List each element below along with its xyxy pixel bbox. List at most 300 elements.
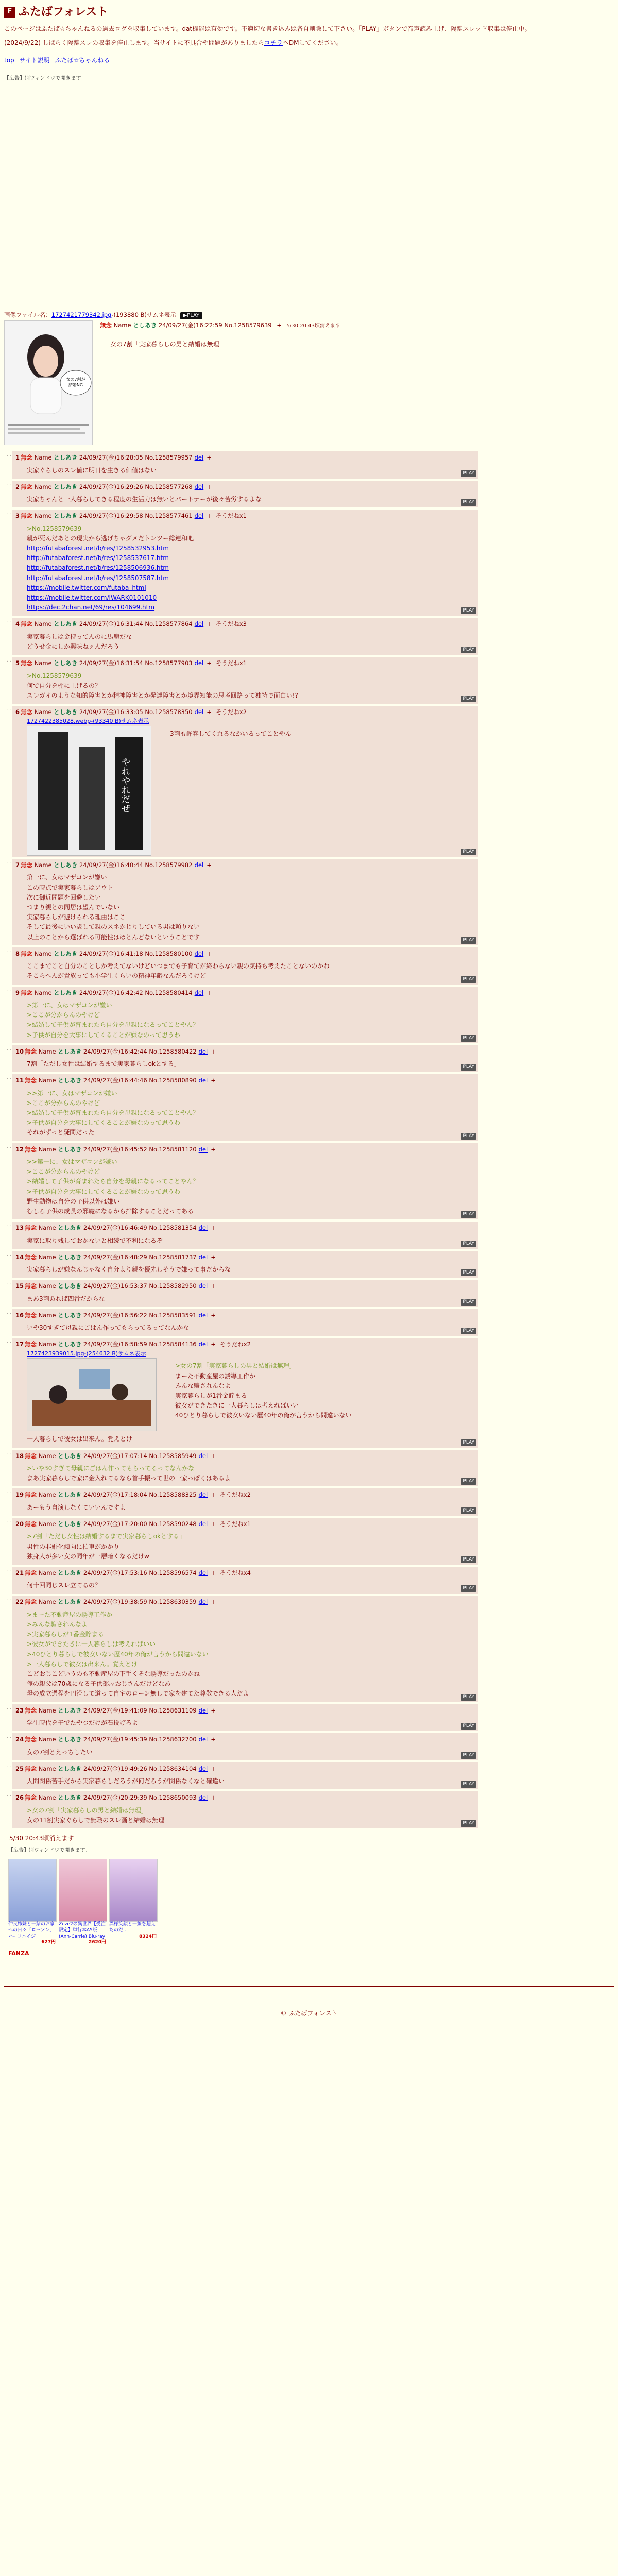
bottom-ad-label: 【広告】別ウィンドウで開きます。 xyxy=(8,1848,90,1854)
reply-name: としあき xyxy=(58,1145,82,1153)
site-title[interactable]: ふたばフォレスト xyxy=(19,6,109,19)
reply-plus-button[interactable]: + xyxy=(211,1311,216,1319)
reply-del-link[interactable]: del xyxy=(198,1569,208,1577)
op-thumbnail-image xyxy=(5,321,92,445)
op-body xyxy=(100,320,614,445)
reply-del-link[interactable]: del xyxy=(198,1520,208,1528)
reply-post xyxy=(12,481,478,508)
reply-row xyxy=(4,657,614,704)
reply-row xyxy=(4,1251,614,1278)
reply-plus-button[interactable]: + xyxy=(211,1765,216,1772)
reply-del-link[interactable]: del xyxy=(194,989,204,996)
reply-number[interactable]: No.1258590248 xyxy=(149,1520,197,1528)
reply-del-link[interactable]: del xyxy=(194,512,204,520)
reply-del-link[interactable]: del xyxy=(198,1736,208,1743)
site-logo-icon[interactable]: F xyxy=(4,7,15,18)
fanza-logo[interactable]: FANZA xyxy=(8,1950,29,1957)
reply-play-button[interactable]: PLAY xyxy=(461,1556,476,1563)
reply-datetime: 24/09/27(金)16:53:37 xyxy=(83,1282,147,1290)
reply-number[interactable]: No.1258577461 xyxy=(145,512,193,520)
reply-number[interactable]: No.1258585949 xyxy=(149,1452,197,1460)
reply-row xyxy=(4,1762,614,1790)
sodane-badge[interactable]: そうだねx3 xyxy=(215,620,247,628)
reply-file-link[interactable]: 1727423939015.jpg-(254632 B)サムネ表示 xyxy=(27,1350,146,1357)
reply-body: 実家暮らしが嫌なんじゃなく自分より親を優先しそうで嫌って事だからな xyxy=(27,1266,231,1274)
reply-text xyxy=(27,873,475,942)
reply-number[interactable]: No.1258630359 xyxy=(149,1598,197,1606)
reply-body: 第一に、女はマザコンが嫌い この時点で実家暮らしはアウト 次に御近問題を回避したい つまり親との同居は望んでいない 実家暮らしが避けられる理由はここ そして最後にいい歳して親のスネかじりしている男は頼りない 以上のことから選ばれる可能性はほとんどないということです xyxy=(27,874,200,941)
reply-plus-button[interactable]: + xyxy=(207,620,212,628)
reply-quote: >いや30すぎて母親にごはん作ってもらってるってなんかな xyxy=(27,1464,195,1472)
reply-text xyxy=(175,1361,475,1420)
reply-play-button[interactable]: PLAY xyxy=(461,1478,476,1485)
reply-plus-button[interactable]: + xyxy=(211,1520,216,1528)
reply-plus-button[interactable]: + xyxy=(211,1047,216,1055)
reply-datetime: 24/09/27(金)17:20:00 xyxy=(83,1520,147,1528)
reply-thumbnail[interactable] xyxy=(27,1358,157,1431)
reply-play-button[interactable]: PLAY xyxy=(461,647,476,653)
reply-play-button[interactable]: PLAY xyxy=(461,1211,476,1218)
reply-quote: >>第一に、女はマザコンが嫌い >ここが分からんのやけど >結婚して子供が育まれたら自分を母親になるってことやん？ >子供が自分を大事にしてくることが嫌なのって思うわ xyxy=(27,1089,199,1127)
reply-row xyxy=(4,1567,614,1594)
reply-plus-button[interactable]: + xyxy=(211,1145,216,1153)
reply-play-button[interactable]: PLAY xyxy=(461,1723,476,1730)
reply-plus-button[interactable]: + xyxy=(207,659,212,667)
reply-play-button[interactable]: PLAY xyxy=(461,499,476,506)
reply-index: 11 xyxy=(15,1077,24,1084)
reply-del-link[interactable]: del xyxy=(198,1311,208,1319)
reply-row xyxy=(4,1143,614,1220)
reply-number[interactable]: No.1258583591 xyxy=(149,1311,197,1319)
reply-subject: 無念 xyxy=(25,1736,37,1743)
sodane-badge[interactable]: そうだねx1 xyxy=(219,1520,251,1528)
ad-title[interactable]: 仲良姉妹と一緒のお家への日々「ローソン」ハーフエイジ xyxy=(8,1922,55,1939)
reply-body: 親が死んだあとの現実から逃げちゃダメだトンツー総連和吧 xyxy=(27,534,194,542)
reply-index: 3 xyxy=(15,512,20,520)
svg-text:結婚NG: 結婚NG xyxy=(68,383,83,388)
reply-header: 19 無念 Name としあき 24/09/27(金)17:18:04 No.1258588325 del + そうだねx2 xyxy=(15,1491,251,1499)
reply-gutter: … xyxy=(7,707,11,713)
reply-del-link[interactable]: del xyxy=(198,1224,208,1232)
reply-name: としあき xyxy=(58,1765,82,1772)
reply-play-button[interactable]: PLAY xyxy=(461,696,476,702)
reply-text xyxy=(27,1059,475,1069)
reply-row xyxy=(4,1280,614,1307)
reply-del-link[interactable]: del xyxy=(198,1145,208,1153)
reply-subject: 無念 xyxy=(25,1794,37,1802)
reply-del-link[interactable]: del xyxy=(198,1794,208,1802)
reply-gutter: … xyxy=(7,1339,11,1345)
reply-del-link[interactable]: del xyxy=(198,1077,208,1084)
reply-play-button[interactable]: PLAY xyxy=(461,976,476,983)
reply-index: 18 xyxy=(15,1452,24,1460)
reply-subject: 無念 xyxy=(25,1145,37,1153)
reply-index: 26 xyxy=(15,1794,24,1802)
reply-play-button[interactable]: PLAY xyxy=(461,1035,476,1042)
reply-row xyxy=(4,1074,614,1141)
reply-header: 5 無念 Name としあき 24/09/27(金)16:31:54 No.1258577903 del + そうだねx1 xyxy=(15,659,247,667)
reply-body: まあ3割あれば四番だからな xyxy=(27,1295,105,1302)
reply-quote: >女の7割「実家暮らしの男と結婚は無理」 xyxy=(27,1806,147,1814)
reply-number[interactable]: No.1258588325 xyxy=(149,1491,197,1499)
reply-plus-button[interactable]: + xyxy=(207,454,212,462)
reply-header: 8 無念 Name としあき 24/09/27(金)16:41:18 No.1258580100 del + xyxy=(15,950,212,957)
reply-quote: >第一に、女はマザコンが嫌い >ここが分からんのやけど >結婚して子供が育まれたら自分を母親になるってことやん？ >子供が自分を大事にしてくることが嫌なのって思うわ xyxy=(27,1001,199,1039)
reply-text xyxy=(170,729,475,739)
reply-del-link[interactable]: del xyxy=(194,454,204,462)
reply-body: いや30すぎて母親にごはん作ってもらってるってなんかな xyxy=(27,1324,190,1332)
reply-name: としあき xyxy=(54,454,78,462)
reply-index: 6 xyxy=(15,708,20,716)
reply-post xyxy=(12,657,478,704)
reply-subject: 無念 xyxy=(25,1341,37,1348)
reply-index: 21 xyxy=(15,1569,24,1577)
reply-datetime: 24/09/27(金)16:58:59 xyxy=(83,1341,147,1348)
reply-index: 17 xyxy=(15,1341,24,1348)
sodane-badge[interactable]: そうだねx2 xyxy=(219,1341,251,1348)
reply-plus-button[interactable]: + xyxy=(207,861,212,869)
reply-del-link[interactable]: del xyxy=(194,483,204,490)
site-notice xyxy=(4,24,614,48)
reply-list xyxy=(4,451,614,1828)
reply-quote: >まーた不動産屋の誘導工作か >みんな騙されんなよ >実家暮らしが1番金貯まる >彼女ができたきに一人暮らしは考えればいい >40ひとり暮らしで彼女いない歴40年の俺が言うから間違いない >一人暮らしで彼女は出来ん。覚えとけ xyxy=(27,1611,209,1668)
reply-play-button[interactable]: PLAY xyxy=(461,1585,476,1592)
ad-item[interactable] xyxy=(8,1859,56,1946)
contact-link[interactable]: コチラ xyxy=(264,39,283,47)
reply-subject: 無念 xyxy=(25,1047,37,1055)
reply-gutter: … xyxy=(7,1046,11,1052)
reply-gutter: … xyxy=(7,511,11,516)
reply-link[interactable]: https://dec.2chan.net/69/res/104699.htm xyxy=(27,604,155,612)
reply-number[interactable]: No.1258596574 xyxy=(149,1569,197,1577)
reply-text xyxy=(27,1503,475,1513)
reply-link[interactable]: https://mobile.twitter.com/IWARK0101010 xyxy=(27,594,157,601)
reply-index: 8 xyxy=(15,950,20,957)
reply-link[interactable]: http://futabaforest.net/b/res/1258532953.htm xyxy=(27,545,169,552)
reply-post xyxy=(12,451,478,479)
reply-number[interactable]: No.1258577268 xyxy=(145,483,193,490)
reply-del-link[interactable]: del xyxy=(198,1047,208,1055)
reply-subject: 無念 xyxy=(25,1452,37,1460)
reply-body: ここまでこと自分のことしか考えてないけどいつまでも子育てが終わらない親の気持ち考えたことないのかね そこらへんが貴族っても小学生くらいの精神年齢なんだろうけど xyxy=(27,962,330,980)
op-datetime: 24/09/27(金)16:22:59 xyxy=(158,321,222,329)
reply-quote: >>第一に、女はマザコンが嫌い >ここが分からんのやけど >結婚して子供が育まれたら自分を母親になるってことやん？ >子供が自分を大事にしてくることが嫌なのって思うわ xyxy=(27,1158,199,1195)
op-plus-button[interactable]: + xyxy=(277,321,282,329)
reply-name: としあき xyxy=(58,1047,82,1055)
reply-del-link[interactable]: del xyxy=(198,1765,208,1772)
reply-link[interactable]: https://mobile.twitter.com/futaba_html xyxy=(27,584,146,591)
reply-index: 22 xyxy=(15,1598,24,1606)
reply-datetime: 24/09/27(金)19:41:09 xyxy=(83,1706,147,1714)
reply-play-button[interactable]: PLAY xyxy=(461,1064,476,1071)
ad-image[interactable] xyxy=(8,1859,57,1922)
reply-gutter: … xyxy=(7,1310,11,1315)
reply-play-button[interactable]: PLAY xyxy=(461,470,476,477)
sodane-badge[interactable]: そうだねx2 xyxy=(215,708,247,716)
reply-del-link[interactable]: del xyxy=(194,708,204,716)
reply-text xyxy=(27,1581,475,1590)
reply-play-button[interactable]: PLAY xyxy=(461,1781,476,1788)
reply-header: 1 無念 Name としあき 24/09/27(金)16:28:05 No.1258579957 del + xyxy=(15,454,212,462)
reply-play-button[interactable]: PLAY xyxy=(461,1820,476,1827)
reply-subject: 無念 xyxy=(21,512,33,520)
reply-row xyxy=(4,618,614,655)
reply-number[interactable]: No.1258581737 xyxy=(149,1253,197,1261)
svg-text:女の7割が: 女の7割が xyxy=(66,377,85,382)
reply-body: あーもう自演しなくていいんですよ xyxy=(27,1503,126,1511)
op-number[interactable]: No.1258579639 xyxy=(224,321,272,329)
reply-play-button[interactable]: PLAY xyxy=(461,1133,476,1140)
reply-plus-button[interactable]: + xyxy=(211,1282,216,1290)
reply-del-link[interactable]: del xyxy=(198,1282,208,1290)
reply-name: としあき xyxy=(58,1520,82,1528)
reply-index: 14 xyxy=(15,1253,24,1261)
reply-number[interactable]: No.1258580890 xyxy=(149,1077,197,1084)
ad-item[interactable] xyxy=(109,1859,157,1946)
reply-subject: 無念 xyxy=(21,861,33,869)
reply-number[interactable]: No.1258577903 xyxy=(145,659,193,667)
reply-index: 7 xyxy=(15,861,20,869)
reply-post xyxy=(12,1280,478,1307)
ad-image[interactable] xyxy=(59,1859,107,1922)
reply-header: 2 無念 Name としあき 24/09/27(金)16:29:26 No.1258577268 del + xyxy=(15,483,212,490)
reply-play-button[interactable]: PLAY xyxy=(461,1752,476,1759)
sodane-badge[interactable]: そうだねx1 xyxy=(215,659,247,667)
reply-del-link[interactable]: del xyxy=(198,1598,208,1606)
reply-plus-button[interactable]: + xyxy=(211,1224,216,1232)
reply-image-block xyxy=(27,1358,475,1431)
footer-divider xyxy=(4,1986,614,1987)
reply-gutter: … xyxy=(7,1223,11,1228)
reply-post xyxy=(12,1704,478,1732)
reply-file-link[interactable]: 1727422385028.webp-(93340 B)サムネ表示 xyxy=(27,718,149,725)
reply-subject: 無念 xyxy=(25,1224,37,1232)
reply-number[interactable]: No.1258582950 xyxy=(149,1282,197,1290)
site-footer: © ふたばフォレスト xyxy=(280,2009,338,2017)
reply-subject: 無念 xyxy=(25,1282,37,1290)
reply-play-button[interactable]: PLAY xyxy=(461,1269,476,1276)
reply-number[interactable]: No.1258580100 xyxy=(145,950,193,957)
reply-row xyxy=(4,481,614,508)
reply-body: 7割「ただし女性は結婚するまで実家暮らしokとする」 xyxy=(27,1060,180,1068)
reply-text xyxy=(27,1532,475,1562)
reply-del-link[interactable]: del xyxy=(198,1706,208,1714)
reply-datetime: 24/09/27(金)17:07:14 xyxy=(83,1452,147,1460)
reply-body: それがずっと疑問だった xyxy=(27,1129,95,1137)
ad-row xyxy=(8,1859,614,1946)
ad-title[interactable]: 異様笑顔と一線を超えたのだ… xyxy=(109,1922,156,1933)
reply-index: 1 xyxy=(15,454,20,462)
reply-number[interactable]: No.1258578350 xyxy=(145,708,193,716)
sodane-badge[interactable]: そうだねx2 xyxy=(219,1491,251,1499)
reply-number[interactable]: No.1258631109 xyxy=(149,1706,197,1714)
reply-plus-button[interactable]: + xyxy=(207,708,212,716)
reply-datetime: 24/09/27(金)16:44:46 xyxy=(83,1077,147,1084)
reply-play-button[interactable]: PLAY xyxy=(461,607,476,614)
reply-name: としあき xyxy=(58,1282,82,1290)
nav-link-futaba[interactable]: ふたば☆ちゃんねる xyxy=(55,56,110,64)
op-text: 女の7割「実家暮らしの男と結婚は無理」 xyxy=(110,341,226,348)
reply-datetime: 24/09/27(金)19:49:26 xyxy=(83,1765,147,1772)
reply-number[interactable]: No.1258581354 xyxy=(149,1224,197,1232)
reply-play-button[interactable]: PLAY xyxy=(461,1439,476,1446)
reply-name: としあき xyxy=(58,1341,82,1348)
reply-text xyxy=(27,1236,475,1246)
nav-link-top[interactable]: top xyxy=(4,56,14,64)
reply-number[interactable]: No.1258650093 xyxy=(149,1794,197,1802)
reply-play-button[interactable]: PLAY xyxy=(461,849,476,855)
reply-number[interactable]: No.1258579957 xyxy=(145,454,193,462)
reply-del-link[interactable]: del xyxy=(194,659,204,667)
nav-link-about[interactable]: サイト説明 xyxy=(19,56,50,64)
reply-post xyxy=(12,1309,478,1336)
reply-row xyxy=(4,1596,614,1702)
reply-gutter: … xyxy=(7,1734,11,1740)
reply-play-button[interactable]: PLAY xyxy=(461,1328,476,1334)
reply-plus-button[interactable]: + xyxy=(207,950,212,957)
reply-subject: 無念 xyxy=(21,708,33,716)
reply-header: 23 無念 Name としあき 24/09/27(金)19:41:09 No.1258631109 del + xyxy=(15,1706,216,1714)
reply-del-link[interactable]: del xyxy=(194,620,204,628)
reply-header: 22 無念 Name としあき 24/09/27(金)19:38:59 No.1258630359 del + xyxy=(15,1598,216,1606)
sodane-badge[interactable]: そうだねx4 xyxy=(219,1569,251,1577)
reply-datetime: 24/09/27(金)16:29:58 xyxy=(79,512,143,520)
reply-plus-button[interactable]: + xyxy=(211,1452,216,1460)
reply-header: 6 無念 Name としあき 24/09/27(金)16:33:05 No.1258578350 del + そうだねx2 xyxy=(15,708,247,716)
reply-gutter: … xyxy=(7,481,11,487)
reply-subject: 無念 xyxy=(25,1311,37,1319)
reply-name: としあき xyxy=(54,620,78,628)
reply-link[interactable]: http://futabaforest.net/b/res/1258506936.htm xyxy=(27,564,169,572)
reply-del-link[interactable]: del xyxy=(198,1341,208,1348)
reply-plus-button[interactable]: + xyxy=(211,1598,216,1606)
reply-plus-button[interactable]: + xyxy=(211,1491,216,1499)
reply-body: こどおじこどいうのも不動産屋の下手くそな誘導だったのかね 俺の親父は70歳になる子供部屋おじさんだけどなあ 母の成立過程を円滑して道って自宅のローン無しで家を建てた尊敬できる人だよ xyxy=(27,1670,249,1698)
reply-plus-button[interactable]: + xyxy=(207,512,212,520)
reply-del-link[interactable]: del xyxy=(198,1491,208,1499)
reply-index: 2 xyxy=(15,483,20,490)
ad-image[interactable] xyxy=(109,1859,158,1922)
reply-row xyxy=(4,706,614,857)
reply-name: としあき xyxy=(58,1253,82,1261)
sodane-badge[interactable]: そうだねx1 xyxy=(215,512,247,520)
reply-del-link[interactable]: del xyxy=(198,1452,208,1460)
site-header xyxy=(4,3,614,21)
op-file-link[interactable]: 1727421779342.jpg xyxy=(51,311,112,318)
op-play-button[interactable]: ▶PLAY xyxy=(180,312,203,319)
reply-number[interactable]: No.1258581120 xyxy=(149,1145,197,1153)
reply-play-button[interactable]: PLAY xyxy=(461,1507,476,1514)
reply-link[interactable]: http://futabaforest.net/b/res/1258507587.htm xyxy=(27,574,169,582)
op-post xyxy=(4,319,614,449)
reply-text xyxy=(27,524,475,613)
reply-body: 何で自分を棚に上げるの？ スレガイのような知的障害とか精神障害とか発達障害とか境界知能の思考回路って独特で面白い!? xyxy=(27,682,298,699)
reply-play-button[interactable]: PLAY xyxy=(461,1241,476,1247)
reply-text xyxy=(27,466,475,476)
reply-header: 21 無念 Name としあき 24/09/27(金)17:53:16 No.1258596574 del + そうだねx4 xyxy=(15,1569,251,1577)
reply-play-button[interactable]: PLAY xyxy=(461,1299,476,1306)
reply-number[interactable]: No.1258577864 xyxy=(145,620,193,628)
reply-row xyxy=(4,987,614,1043)
reply-header: 26 無念 Name としあき 24/09/27(金)20:29:39 No.1258650093 del + xyxy=(15,1794,216,1802)
reply-plus-button[interactable]: + xyxy=(211,1253,216,1261)
reply-datetime: 24/09/27(金)16:31:54 xyxy=(79,659,143,667)
reply-plus-button[interactable]: + xyxy=(211,1341,216,1348)
reply-post xyxy=(12,1488,478,1516)
reply-gutter: … xyxy=(7,1567,11,1573)
op-file-line: 画像ファイル名：1727421779342.jpg-(193880 B)サムネ表示 ▶PLAY xyxy=(4,310,614,319)
reply-datetime: 24/09/27(金)16:42:42 xyxy=(79,989,143,996)
reply-plus-button[interactable]: + xyxy=(211,1794,216,1802)
op-expire-inline: 5/30 20:43頃消えます xyxy=(286,323,341,329)
reply-number[interactable]: No.1258584136 xyxy=(149,1341,197,1348)
reply-text xyxy=(27,1001,475,1040)
reply-plus-button[interactable]: + xyxy=(211,1077,216,1084)
reply-post xyxy=(12,947,478,985)
reply-plus-button[interactable]: + xyxy=(211,1736,216,1743)
reply-number[interactable]: No.1258634104 xyxy=(149,1765,197,1772)
reply-plus-button[interactable]: + xyxy=(207,483,212,490)
reply-name: としあき xyxy=(58,1794,82,1802)
reply-number[interactable]: No.1258580422 xyxy=(149,1047,197,1055)
reply-post xyxy=(12,1222,478,1249)
reply-number[interactable]: No.1258580414 xyxy=(145,989,193,996)
reply-subject: 無念 xyxy=(25,1520,37,1528)
op-thumbnail[interactable] xyxy=(4,320,93,445)
reply-row xyxy=(4,1045,614,1073)
reply-name: としあき xyxy=(54,512,78,520)
reply-row xyxy=(4,510,614,616)
notice-line: このページはふたば☆ちゃんねるの過去ログを収集しています。dat機能は有効です。不適切な書き込みは各自削除して下さい。「PLAY」ボタンで音声読み上げ、隔離スレッド収集は停止中。 xyxy=(4,25,531,33)
reply-header: 9 無念 Name としあき 24/09/27(金)16:42:42 No.1258580414 del + xyxy=(15,989,212,996)
reply-del-link[interactable]: del xyxy=(194,950,204,957)
ad-item[interactable] xyxy=(59,1859,106,1946)
reply-body: 学生時代を子でたやつだけが石投げろよ xyxy=(27,1719,139,1726)
reply-plus-button[interactable]: + xyxy=(207,989,212,996)
reply-name: としあき xyxy=(58,1569,82,1577)
reply-text xyxy=(27,671,475,701)
reply-datetime: 24/09/27(金)16:46:49 xyxy=(83,1224,147,1232)
reply-row xyxy=(4,947,614,985)
reply-del-link[interactable]: del xyxy=(198,1253,208,1261)
ad-price: 627円 xyxy=(41,1940,56,1945)
reply-number[interactable]: No.1258632700 xyxy=(149,1736,197,1743)
reply-play-button[interactable]: PLAY xyxy=(461,1694,476,1701)
ad-label: 【広告】別ウィンドウで開きます。 xyxy=(4,75,86,81)
reply-post xyxy=(12,1045,478,1073)
reply-file-line xyxy=(27,1349,475,1359)
reply-number[interactable]: No.1258579982 xyxy=(145,861,193,869)
reply-name: としあき xyxy=(58,1224,82,1232)
ad-title[interactable]: Zeze2の異世界【受注限定】単行本A5版(Ann-Carrie) Blu-ray xyxy=(59,1922,106,1939)
reply-plus-button[interactable]: + xyxy=(211,1569,216,1577)
reply-index: 23 xyxy=(15,1706,24,1714)
reply-del-link[interactable]: del xyxy=(194,861,204,869)
reply-text xyxy=(27,1610,475,1699)
reply-plus-button[interactable]: + xyxy=(211,1706,216,1714)
reply-row xyxy=(4,1733,614,1760)
reply-link[interactable]: http://futabaforest.net/b/res/1258537617.htm xyxy=(27,554,169,562)
reply-header: 13 無念 Name としあき 24/09/27(金)16:46:49 No.1258581354 del + xyxy=(15,1224,216,1232)
reply-text xyxy=(27,1748,475,1757)
reply-datetime: 24/09/27(金)16:29:26 xyxy=(79,483,143,490)
reply-datetime: 24/09/27(金)17:53:16 xyxy=(83,1569,147,1577)
reply-text xyxy=(27,1157,475,1216)
reply-datetime: 24/09/27(金)16:42:44 xyxy=(83,1047,147,1055)
reply-thumbnail[interactable] xyxy=(27,726,151,856)
reply-index: 15 xyxy=(15,1282,24,1290)
reply-play-button[interactable]: PLAY xyxy=(461,937,476,944)
